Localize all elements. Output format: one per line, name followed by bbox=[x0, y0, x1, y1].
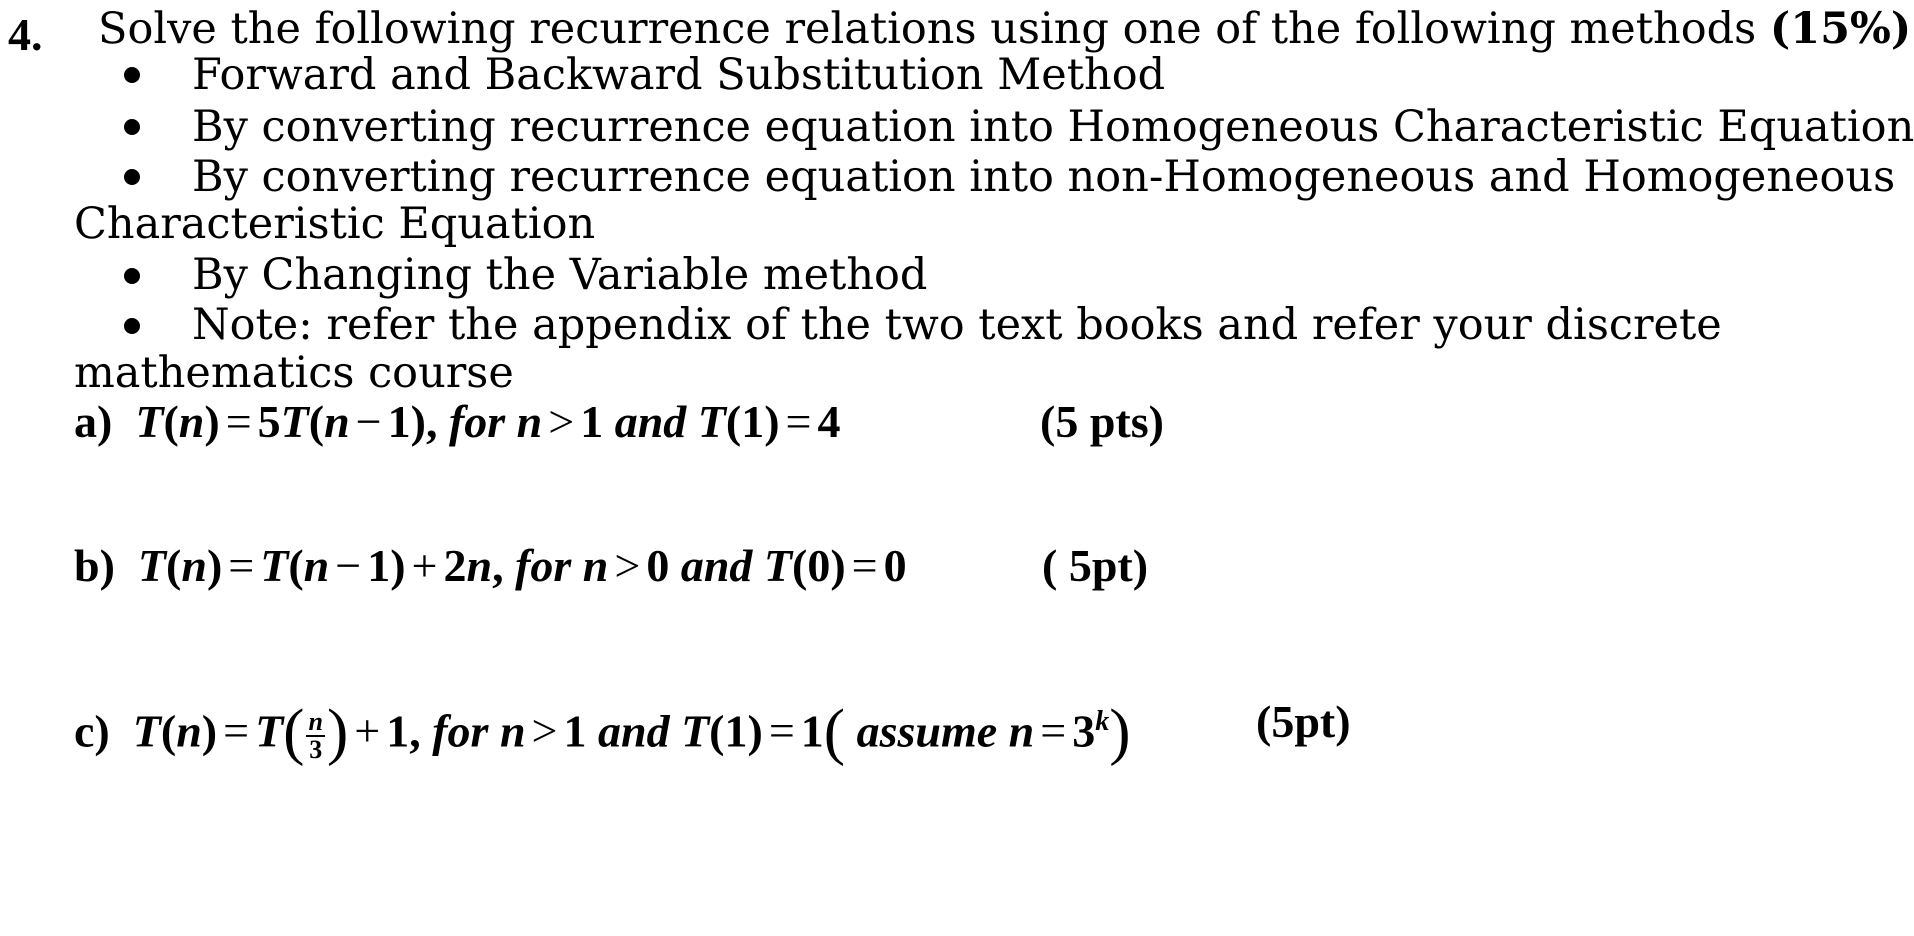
bullet-item-forward-backward: Forward and Backward Substitution Method bbox=[192, 50, 1166, 100]
bullet-dot bbox=[124, 119, 140, 135]
bullet-item-non-homogeneous: By converting recurrence equation into non-Homogeneous and Homogeneous bbox=[192, 152, 1896, 202]
part-c-points: (5pt) bbox=[1256, 696, 1351, 747]
bullet-dot bbox=[124, 67, 140, 83]
part-c-equation: c) T(n) = T( $\frac{n}{3}$ ) + 1, for n > 1 and T(1) = 1( assume $n = 3^k$) bbox=[74, 695, 1131, 767]
question-intro: Solve the following recurrence relations using one of the following methods bbox=[98, 4, 1757, 54]
bullet-continuation-mathematics: mathematics course bbox=[74, 348, 514, 398]
bullet-continuation-characteristic: Characteristic Equation bbox=[74, 199, 596, 249]
fraction-n-over-3: $\frac{n}{3}$ bbox=[308, 706, 323, 764]
bullet-item-homogeneous: By converting recurrence equation into Homogeneous Characteristic Equation bbox=[192, 102, 1914, 152]
bullet-item-changing-variable: By Changing the Variable method bbox=[192, 250, 928, 300]
bullet-dot bbox=[124, 268, 140, 284]
part-b-equation: b) T(n) = T(n − 1) + 2n, for n > 0 and T(0) = 0 bbox=[74, 540, 907, 591]
bullet-dot bbox=[124, 169, 140, 185]
question-weight: (15%) bbox=[1769, 4, 1912, 54]
part-b-label: b) bbox=[74, 540, 115, 591]
part-a-label: a) bbox=[74, 396, 113, 447]
bullet-item-note: Note: refer the appendix of the two text books and refer your discrete bbox=[192, 300, 1722, 350]
question-number: 4. bbox=[8, 9, 43, 60]
part-b-points: ( 5pt) bbox=[1042, 540, 1149, 591]
part-a-equation: a) T(n) = 5T(n − 1), for n > 1 and T(1) = 4 bbox=[74, 396, 841, 447]
bullet-dot bbox=[124, 318, 140, 334]
part-a-points: (5 pts) bbox=[1040, 396, 1164, 447]
part-c-label: c) bbox=[74, 705, 110, 757]
